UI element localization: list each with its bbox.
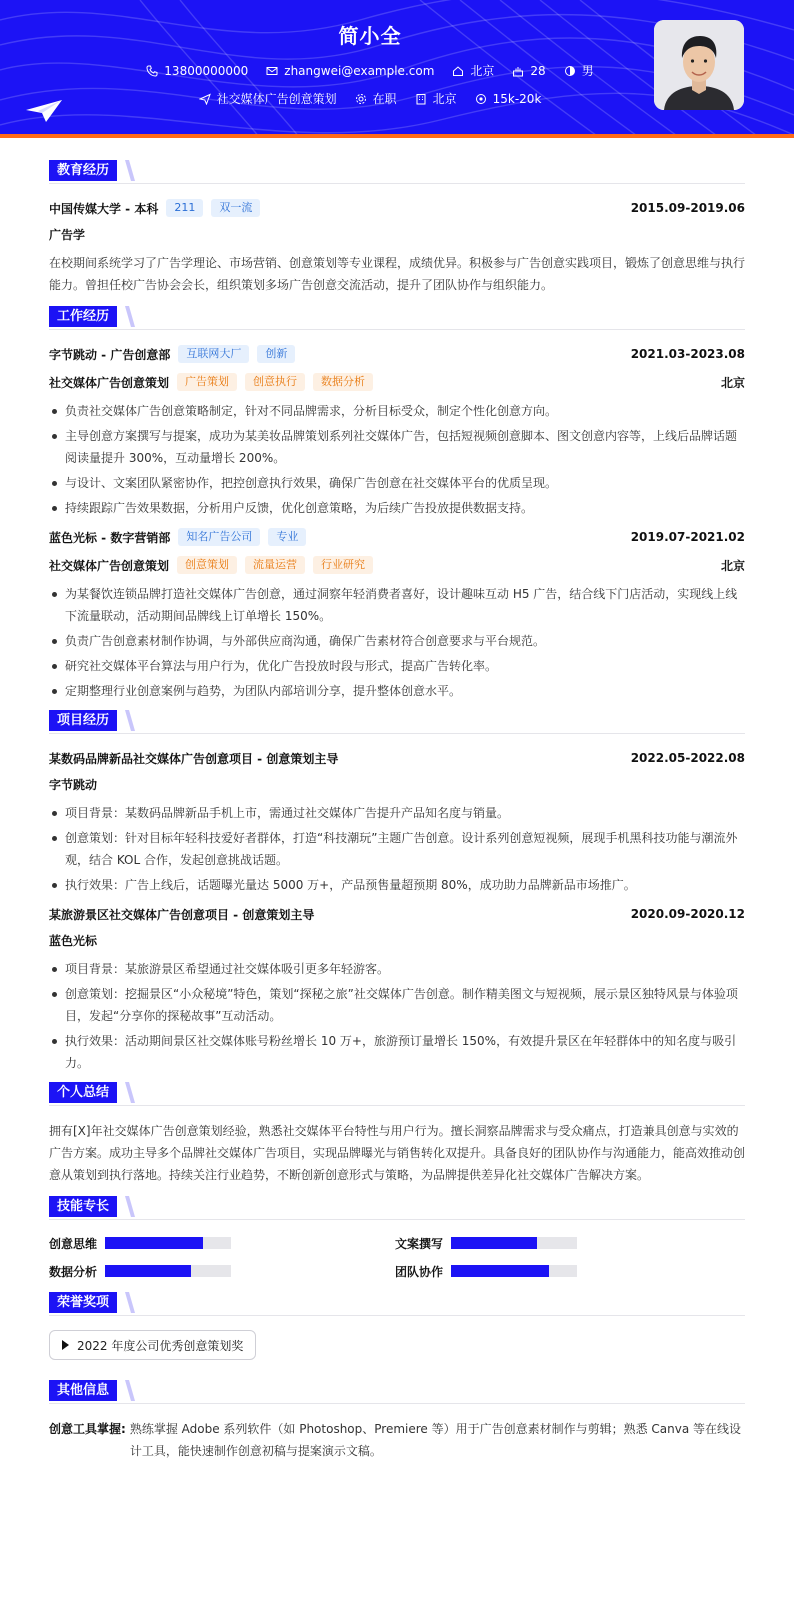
status-value: 在职 [372, 92, 397, 106]
section-title: 个人总结 [49, 1082, 117, 1103]
gender-item [564, 62, 594, 79]
section-header [49, 1380, 745, 1404]
skill-bar [105, 1237, 231, 1249]
award-label: 2022 年度公司优秀创意策划奖 [77, 1338, 244, 1353]
gender-value: 男 [581, 64, 594, 78]
list-item: 为某餐饮连锁品牌打造社交媒体广告创意，通过洞察年轻消费者喜好，设计趣味互动 H5 广告，结合线下门店活动，实现线上线下流量联动，活动期间品牌线上订单增长 150%。 [49, 583, 745, 627]
skill-item [395, 1262, 741, 1280]
age-item [512, 64, 545, 78]
gear-icon [355, 93, 367, 105]
role-name: 社交媒体广告创意策划 [49, 558, 170, 573]
job-bullets [49, 400, 745, 519]
section-title: 工作经历 [49, 306, 117, 327]
target-city-item [415, 90, 457, 107]
contact-row [0, 62, 740, 79]
role-name: 社交媒体广告创意策划 [49, 375, 170, 390]
title-chevron-decoration [125, 1082, 135, 1103]
list-item: 负责社交媒体广告创意策略制定，针对不同品牌需求，分析目标受众，制定个性化创意方向。 [49, 400, 745, 422]
job-intent-row [0, 90, 740, 107]
section-title: 项目经历 [49, 710, 117, 731]
skill-name: 创意思维 [49, 1236, 98, 1251]
section-title: 教育经历 [49, 160, 117, 181]
list-item: 负责广告创意素材制作协调，与外部供应商沟通，确保广告素材符合创意要求与平台规范。 [49, 630, 745, 652]
city-value: 北京 [470, 64, 495, 78]
project-period: 2022.05-2022.08 [630, 751, 745, 765]
education-period: 2015.09-2019.06 [630, 201, 745, 215]
list-item: 主导创意方案撰写与提案，成功为某美妆品牌策划系列社交媒体广告，包括短视频创意脚本、图文创意内容等，上线后品牌话题阅读量提升 300%，互动量增长 200%。 [49, 425, 745, 469]
list-item: 持续跟踪广告效果数据，分析用户反馈，优化创意策略，为后续广告投放提供数据支持。 [49, 497, 745, 519]
education-section [49, 160, 745, 296]
phone-item [146, 64, 248, 78]
list-item: 执行效果：广告上线后，话题曝光量达 5000 万+，产品预售量超预期 80%，成功助力品牌新品市场推广。 [49, 874, 745, 896]
company-tag: 知名广告公司 [178, 528, 260, 546]
section-title: 其他信息 [49, 1380, 117, 1401]
resume-header [0, 0, 794, 138]
role-tag: 广告策划 [177, 373, 237, 391]
company-row [49, 527, 745, 547]
salary-item [475, 92, 542, 106]
project-entry [49, 904, 745, 1074]
skill-bar-fill [451, 1265, 549, 1277]
person-photo-icon [654, 20, 744, 110]
summary-section [49, 1082, 745, 1186]
job-location: 北京 [720, 558, 745, 573]
project-org: 蓝色光标 [49, 934, 98, 948]
skill-name: 团队协作 [395, 1264, 444, 1279]
skill-bar-fill [451, 1237, 537, 1249]
building-icon [415, 93, 427, 105]
candidate-name: 简小全 [338, 24, 402, 48]
school-tag: 211 [166, 199, 203, 217]
other-info-value: 熟练掌握 Adobe 系列软件（如 Photoshop、Premiere 等）用于广告创意素材制作与剪辑；熟悉 Canva 等在线设计工具，能快速制作创意初稿与提案演示文稿。 [129, 1422, 742, 1458]
other-info-key: 创意工具掌握: [49, 1422, 126, 1436]
list-item: 创意策划：针对目标年轻科技爱好者群体，打造“科技潮玩”主题广告创意。设计系列创意短视频，展现手机黑科技功能与潮流外观，结合 KOL 合作，发起创意挑战话题。 [49, 827, 745, 871]
role-tag: 流量运营 [245, 556, 305, 574]
section-header [49, 1082, 745, 1106]
education-description: 在校期间系统学习了广告学理论、市场营销、创意策划等专业课程，成绩优异。积极参与广告创意实践项目，锻炼了创意思维与执行能力。曾担任校广告协会会长，组织策划多场广告创意交流活动，提升了团队协作与组织能力。 [49, 256, 746, 292]
role-tag: 行业研究 [313, 556, 373, 574]
company-name: 字节跳动 - 广告创意部 [49, 347, 171, 362]
company-row [49, 344, 745, 364]
job-bullets [49, 583, 745, 702]
email-value: zhangwei@example.com [284, 63, 435, 78]
project-period: 2020.09-2020.12 [630, 907, 745, 921]
other-info-row [49, 1418, 745, 1462]
list-item: 定期整理行业创意案例与趋势，为团队内部培训分享，提升整体创意水平。 [49, 680, 745, 702]
title-chevron-decoration [125, 306, 135, 327]
role-tag: 创意策划 [177, 556, 237, 574]
triangle-right-icon [62, 1340, 69, 1350]
list-item: 创意策划：挖掘景区“小众秘境”特色，策划“探秘之旅”社交媒体广告创意。制作精美图文与短视频，展示景区独特风景与体验项目，发起“分享你的探秘故事”互动活动。 [49, 983, 745, 1027]
list-item: 项目背景：某数码品牌新品手机上市，需通过社交媒体广告提升产品知名度与销量。 [49, 802, 745, 824]
job-entry [49, 344, 745, 519]
job-period: 2021.03-2023.08 [630, 347, 745, 361]
awards-section [49, 1292, 745, 1374]
school-name: 中国传媒大学 - 本科 [49, 201, 159, 216]
status-item [355, 90, 397, 107]
list-item: 研究社交媒体平台算法与用户行为，优化广告投放时段与形式，提高广告转化率。 [49, 655, 745, 677]
list-item: 执行效果：活动期间景区社交媒体账号粉丝增长 10 万+，旅游预订量增长 150%，有效提升景区在年轻群体中的知名度与吸引力。 [49, 1030, 745, 1074]
company-tag: 专业 [268, 528, 306, 546]
section-header [49, 306, 745, 330]
age-value: 28 [530, 63, 546, 78]
projects-section [49, 710, 745, 1074]
section-title: 技能专长 [49, 1196, 117, 1217]
coin-icon [475, 93, 487, 105]
title-chevron-decoration [125, 160, 135, 181]
project-row [49, 904, 745, 924]
target-city-value: 北京 [432, 92, 457, 106]
skill-name: 文案撰写 [395, 1236, 444, 1251]
skill-bar [451, 1265, 577, 1277]
mail-icon [266, 65, 278, 77]
phone-icon [146, 65, 158, 77]
skill-bar-fill [105, 1265, 191, 1277]
list-item: 与设计、文案团队紧密协作，把控创意执行效果，确保广告创意在社交媒体平台的优质呈现。 [49, 472, 745, 494]
section-header [49, 1292, 745, 1316]
role-row [49, 555, 745, 575]
project-row [49, 748, 745, 768]
title-chevron-decoration [125, 710, 135, 731]
avatar [654, 20, 744, 110]
skills-section [49, 1196, 745, 1280]
resume-body [49, 160, 745, 1468]
home-icon [452, 65, 464, 77]
company-tag: 互联网大厂 [178, 345, 249, 363]
skill-grid [49, 1234, 745, 1280]
section-title: 荣誉奖项 [49, 1292, 117, 1313]
header-accent-line [0, 134, 794, 138]
project-name: 某旅游景区社交媒体广告创意项目 - 创意策划主导 [49, 907, 315, 922]
city-item [452, 62, 494, 79]
project-bullets [49, 802, 745, 896]
project-org: 字节跳动 [49, 778, 98, 792]
skill-item [49, 1234, 395, 1252]
other-section [49, 1380, 745, 1462]
company-tag: 创新 [257, 345, 295, 363]
project-entry [49, 748, 745, 896]
section-header [49, 710, 745, 734]
company-name: 蓝色光标 - 数字营销部 [49, 530, 171, 545]
role-row [49, 372, 745, 392]
award-item [49, 1330, 256, 1360]
role-tag: 数据分析 [313, 373, 373, 391]
job-period: 2019.07-2021.02 [630, 530, 745, 544]
skill-name: 数据分析 [49, 1264, 98, 1279]
role-tag: 创意执行 [245, 373, 305, 391]
education-row [49, 198, 745, 218]
target-job-value: 社交媒体广告创意策划 [216, 92, 337, 106]
skill-item [395, 1234, 741, 1252]
salary-value: 15k-20k [492, 91, 542, 106]
section-header [49, 160, 745, 184]
project-name: 某数码品牌新品社交媒体广告创意项目 - 创意策划主导 [49, 751, 339, 766]
title-chevron-decoration [125, 1292, 135, 1313]
send-icon [199, 93, 211, 105]
skill-bar [451, 1237, 577, 1249]
skill-item [49, 1262, 395, 1280]
cake-icon [512, 65, 524, 77]
phone-value: 13800000000 [164, 63, 249, 78]
email-item [266, 64, 434, 78]
title-chevron-decoration [125, 1380, 135, 1401]
major: 广告学 [49, 228, 86, 242]
job-entry [49, 527, 745, 702]
gender-icon [564, 65, 576, 77]
section-header [49, 1196, 745, 1220]
list-item: 项目背景：某旅游景区希望通过社交媒体吸引更多年轻游客。 [49, 958, 745, 980]
school-tag: 双一流 [211, 199, 260, 217]
target-job-item [199, 90, 337, 107]
project-bullets [49, 958, 745, 1074]
title-chevron-decoration [125, 1196, 135, 1217]
skill-bar [105, 1265, 231, 1277]
summary-text: 拥有[X]年社交媒体广告创意策划经验，熟悉社交媒体平台特性与用户行为。擅长洞察品牌需求与受众痛点，打造兼具创意与实效的广告方案。成功主导多个品牌社交媒体广告项目，实现品牌曝光与销售转化双提升。具备良好的团队协作与沟通能力，能高效推动创意从策划到执行落地。持续关注行业趋势，不断创新创意形式与策略，为品牌提供差异化社交媒体广告解决方案。 [49, 1124, 746, 1182]
skill-bar-fill [105, 1237, 203, 1249]
job-location: 北京 [720, 375, 745, 390]
work-section [49, 306, 745, 702]
